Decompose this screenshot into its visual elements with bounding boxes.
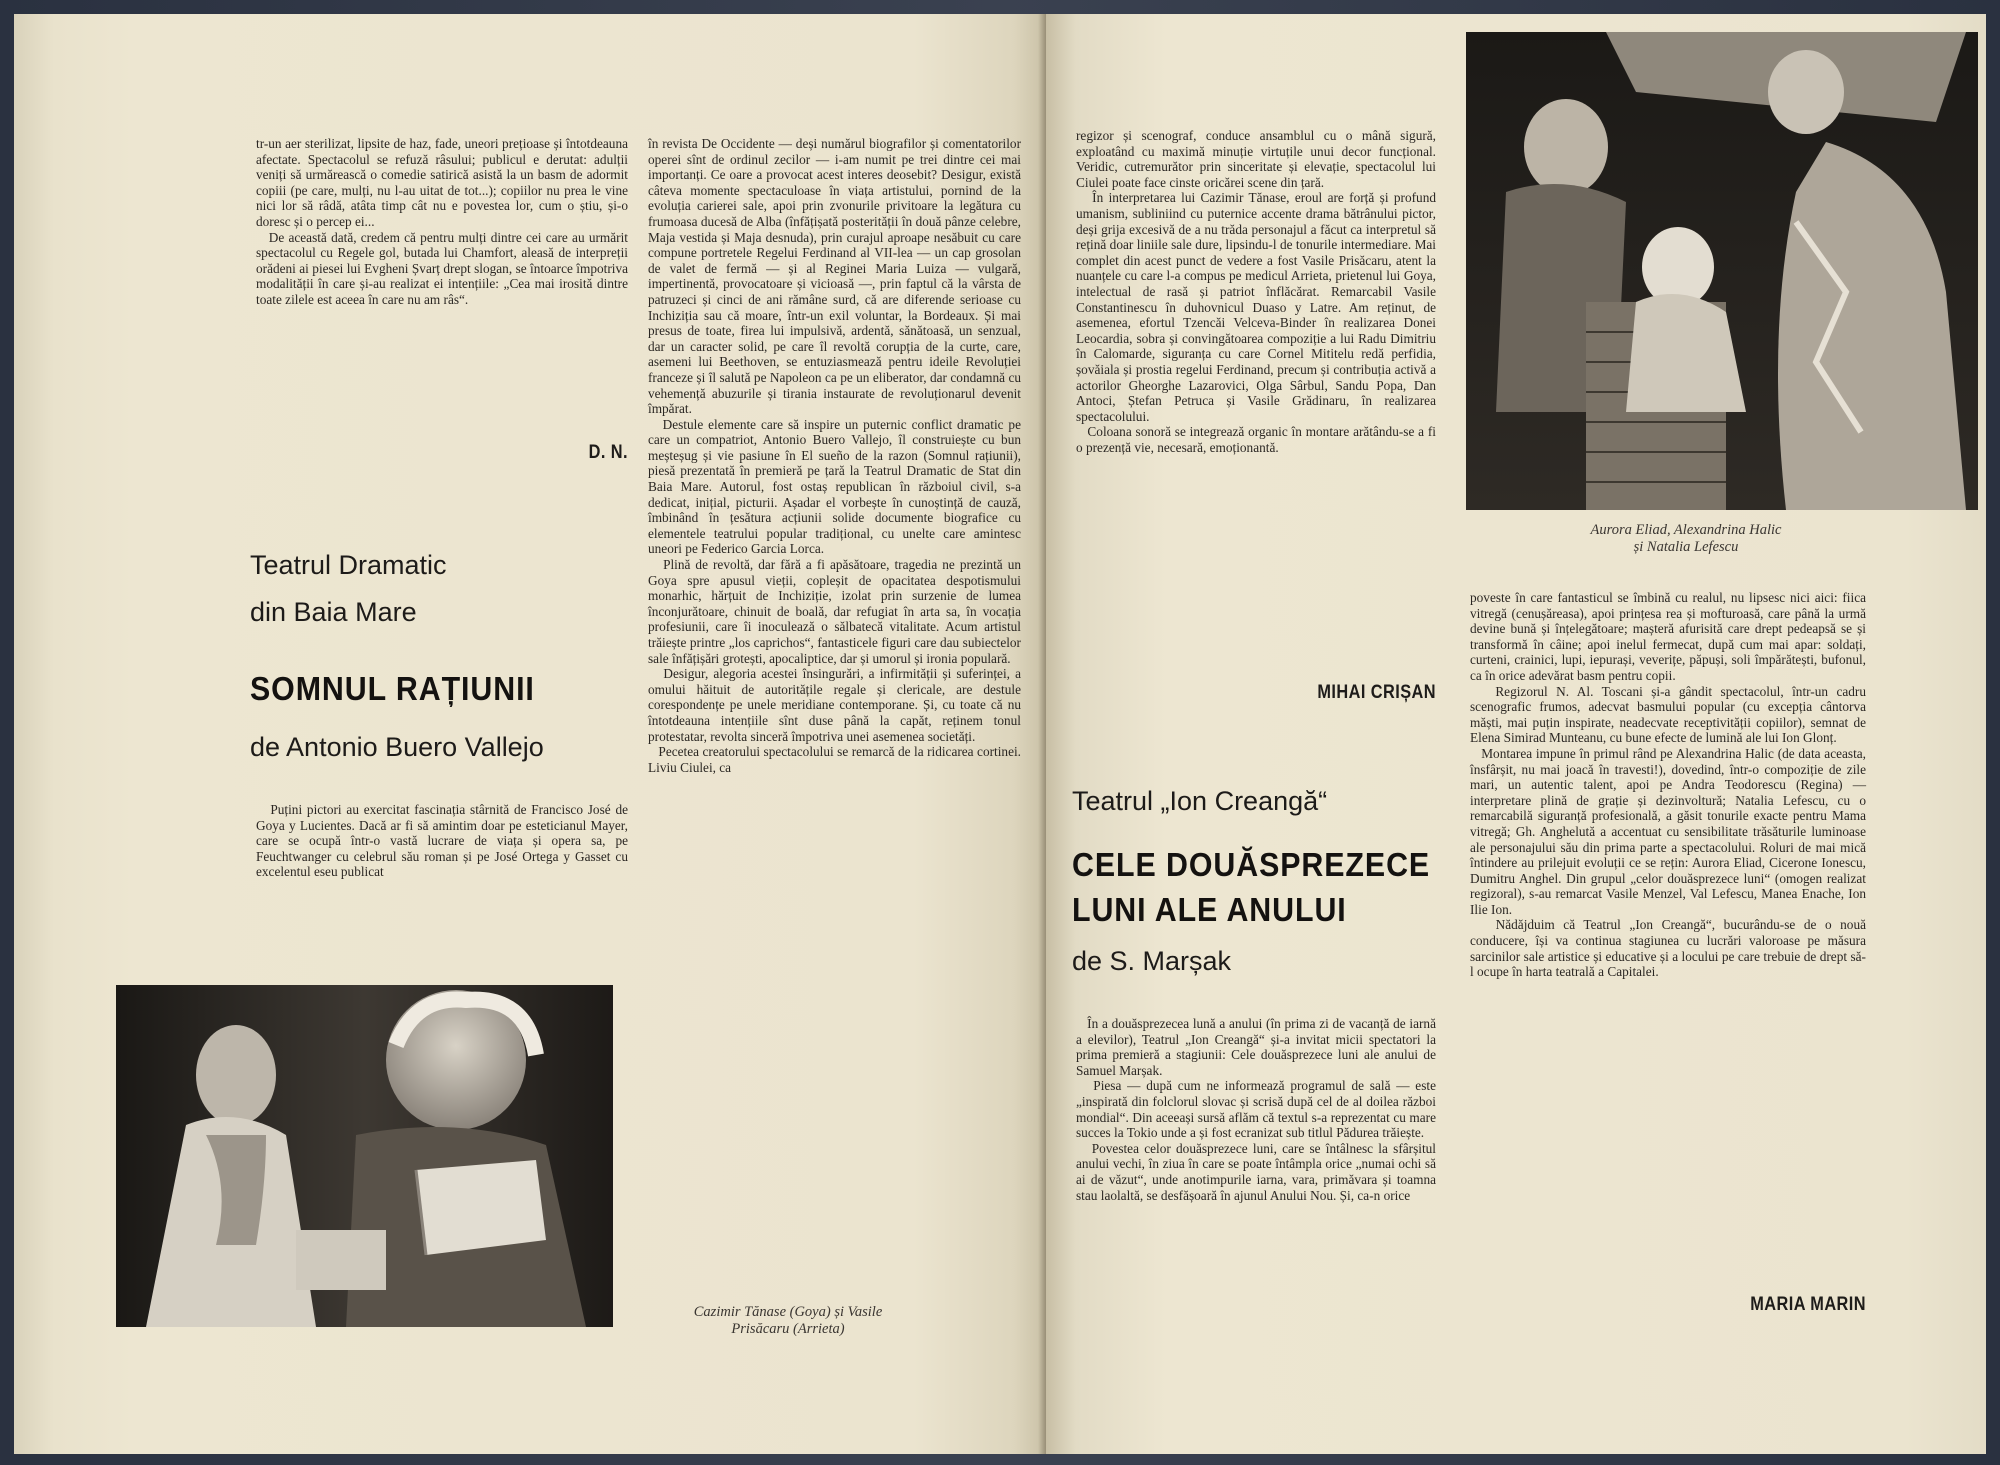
author-s-marsak: de S. Marșak xyxy=(1072,946,1232,976)
photo-twelve-months-scene xyxy=(1466,32,1978,510)
play-title-somnul-ratiunii: SOMNUL RAȚIUNII xyxy=(250,670,535,707)
photo-twelve-months-image xyxy=(1466,32,1978,510)
left-col1-top-text: tr-un aer sterilizat, lipsite de haz, fade, uneori prețioase și întotdeauna afectate. Spectacolul se refuză râsului; publicul e derutat: adulții veniți să urmărească o comedie satirică asistă la un basm de adormit copiii (pe care, mulți, nu l-au uitat de tot...); copiilor nu prea le vine nici lor să râdă, atâta timp cât nu e povestea lor, cum o știu, și-o doresc și o percep ei... De această dată, credem că pentru mulți dintre cei care au urmărit spectacolul cu Regele gol, butada lui Chamfort, aleasă de interpreții orădeni ai piesei lui Evgheni Șvarț drept slogan, se întoarce împotriva modalității în care și-au realizat ei intențiile: „Cea mai irosită dintre toate zilele est aceea în care nu am râs“. xyxy=(256,136,628,307)
caption-goya-photo: Cazimir Tănase (Goya) și Vasile Prisăcaru (Arrieta) xyxy=(693,1304,883,1337)
right-col3-article-text: În a douăsprezecea lună a anului (în prima zi de vacanță de iarnă a elevilor), Teatrul „Ion Creangă“ și-a invitat micii spectatori la prima premieră a stagiunii: Cele douăsprezece luni ale anului de Samuel Marșak. Piesa — după cum ne informează programul de sală — este „inspirată din folclorul slovac și scrisă după cel de al doilea război mondial“. Din aceeași sursă aflăm că textul s-a reprezentat cu mare succes la Tokio unde a și fost ecranizat sub titlul Pădurea trăiește. Povestea celor douăsprezece luni, care se întâlnesc la sfârșitul anului vechi, în ziua în care se poate întâmpla orice „numai ochi să ai de văzut“, unde anotimpurile iarna, vara, primăvara și toamna stau laolaltă, se desfășoară în ajunul Anului Nou. Și, ca-n orice xyxy=(1076,1016,1436,1203)
right-page xyxy=(1046,14,1986,1454)
theatre-heading-baia-mare: Teatrul Dramatic din Baia Mare xyxy=(250,550,447,627)
left-col2-text: în revista De Occidente — deși numărul biografilor și comentatorilor operei sînt de ordinul zecilor — i-am numit pe trei dintre cei mai importanți. Ce oare a provocat acest interes deosebit? Desigur, există câteva momente spectaculoase în viața artistului, pornind de la evoluția carierei sale, apoi prin zvonurile privitoare la legătura cu frumoasa ducesă de Alba (înfățișată posterității în două pânze celebre, Maja vestida și Maja desnuda), prin curajul aproape nesăbuit cu care compune portretele Regelui Ferdinand al VII-lea — un cap grosolan de valet de fermă — și al Reginei Maria Luiza — vulgară, impertinentă, provocatoare și vicioasă —, prin faptul că la vârsta de patruzeci și cinci de ani rămâne surd, că are diferende serioase cu Inchiziția sau că moare, într-un exil voluntar, la Bordeaux. Și mai presus de toate, firea lui impulsivă, ardentă, sănătoasă, un senzual, dar un caracter solid, pe care îl revoltă corupția de la curte, care, asemeni lui Beethoven, se entuziasmează pentru ideile Revoluției franceze și îl salută pe Napoleon ca pe un eliberator, dar condamnă cu vehemență abuzurile și tirania instaurate de revoluționarul devenit împărat. Destule elemente care să inspire un puternic conflict dramatic pe care un compatriot, Antonio Buero Vallejo, îl construiește cu bun meșteșug și vie pasiune în El sueño de la razon (Somnul rațiunii), piesă prezentată în premieră pe țară la Teatrul Dramatic de Stat din Baia Mare. Autorul, fost ostaș republican în războiul civil, s-a dedicat, inițial, picturii. Așadar el vorbește în cunoștință de cauză, îmbinând în țesătura acțiunii solide documente biografice cu elementele teatrului popular tradițional, cu unelte care amintesc uneori pe Federico Garcia Lorca. Plină de revoltă, dar fără a fi apăsătoare, tragedia ne prezintă un Goya spre apusul vieții, copleșit de opacitatea despotismului monarhic, hărțuit de Inchiziție, izolat prin surzenie de lumea înconjurătoare, chinuit de boală, dar refugiat în arta sa, în vocația profesiunii, care îi inoculează o sălbatecă vitalitate. Acum artistul trăiește printre „los caprichos“, fantasticele figuri care dau subiectelor sale înfățișări grotești, apocaliptice, dar și umorul și ironia populară. Desigur, alegoria acestei însingurări, a infirmității și suferinței, a omului hăituit de autoritățile regale și clericale, are destule corespondențe pe unele meridiane contemporane. Și, cu toate că nu întotdeauna intențiile sînt duse până la capăt, reținem tonul protestatar, revolta sinceră împotriva unei asemenea societăți. Pecetea creatorului spectacolului se remarcă de la ridicarea cortinei. Liviu Ciulei, ca xyxy=(648,136,1021,775)
photo-goya-scene xyxy=(116,985,613,1327)
right-col4-text: poveste în care fantasticul se îmbină cu realul, nu lipsesc nici aici: fiica vitregă (cenușăreasa), apoi prințesa rea și mofturoasă, care până la urmă devine bună și înțelegătoare; mașteră afurisită care drept pedeapsă se și transformă în câine; apoi inelul fermecat, după cum mai apar: soldați, curteni, crainici, lupi, iepurași, veverițe, păpuși, soli împărătești, bufonul, ca în orice adevărat basm pentru copii. Regizorul N. Al. Toscani și-a gândit spectacolul, într-un cadru scenografic frumos, adecvat basmului popular (cu excepția cântorva măști, mai puțin inspirate, neadecvate receptivității copiilor), semnat de Elena Simirad Munteanu, cu bune efecte de lumină ale lui Ion Glonț. Montarea impune în primul rând pe Alexandrina Halic (de data aceasta, însfârșit, nu mai joacă în travesti!), dovedind, într-o compoziție de zile mari, un autentic talent, apoi pe Andra Teodorescu (Regina) — interpretare plină de grație și dezinvoltură; Natalia Lefescu, cu o remarcabilă siguranță profesională, a găsit tonurile exacte pentru Mama vitregă; Gh. Anghelută a accentuat cu sensibilitate trăsăturile luminoase ale personajului său din prima parte a spectacolului. Roluri de mai mică întindere au prilejuit evoluții ce se rețin: Aurora Eliad, Cicerone Ionescu, Dumitru Anghel. Din grupul „celor douăsprezece luni“ (omogen realizat regizoral), s-au remarcat Vasile Menzel, Val Lefescu, Manea Enache, Ion Ilie Ion. Nădăjduim că Teatrul „Ion Creangă“, bucurându-se de o nouă conducere, își va continua stagiunea cu lucrări valoroase pe măsura sarcinilor sale artistice și educative și a locului pe care trebuie de drept să-l ocupe în harta teatrală a Capitalei. xyxy=(1470,590,1866,980)
right-col3-top-text: regizor și scenograf, conduce ansamblul cu o mână sigură, exploatând cu maximă minuție virtuțile unui decor funcțional. Veridic, cutremurător prin sinceritate și elevație, spectacolul lui Ciulei poate face cinste oricărei scene din țară. În interpretarea lui Cazimir Tănase, eroul are forță și profund umanism, subliniind cu puternice accente drama bătrânului pictor, deși grija excesivă de a nu trăda personajul a făcut ca interpretul să rețină doar liniile sale dure, lipsindu-l de tonurile intermediare. Mai complet din acest punct de vedere a fost Vasile Prisăcaru, atent la nuanțele cu care l-a compus pe medicul Arrieta, prietenul lui Goya, intelectual de rasă și patriot înflăcărat. Remarcabil Vasile Constantinescu în duhovnicul Duaso y Latre. Am reținut, de asemenea, efortul Tzencăi Velceva-Binder în realizarea Donei Leocardia, sobra și convingătoarea compoziție a lui Radu Dimitriu în Calomarde, siguranța cu care Cornel Mititelu redă perfidia, șovăiala și prostia regelui Ferdinand, precum și contribuția activă a actorilor Gheorghe Lazarovici, Olga Sârbul, Sandu Popa, Dan Antoci, Ștefan Petruca și Vasile Grădinaru, în realizarea spectacolului. Coloana sonoră se integrează organic în montare arătându-se a fi o prezență vie, necesară, emoționantă. xyxy=(1076,128,1436,455)
theatre-heading-ion-creanga: Teatrul „Ion Creangă“ xyxy=(1072,786,1328,816)
caption-twelve-months-photo: Aurora Eliad, Alexandrina Halic și Natalia Lefescu xyxy=(1590,522,1782,555)
play-title-cele-douasprezece-luni: CELE DOUĂSPREZECE LUNI ALE ANULUI xyxy=(1072,846,1431,928)
left-page xyxy=(14,14,1046,1454)
signature-maria-marin: MARIA MARIN xyxy=(1750,1294,1866,1315)
signature-mihai-crisan: MIHAI CRIȘAN xyxy=(1317,682,1436,703)
author-buero-vallejo: de Antonio Buero Vallejo xyxy=(250,732,544,762)
left-col1-article-text: Puțini pictori au exercitat fascinația stârnită de Francisco José de Goya y Lucientes. Dacă ar fi să amintim doar pe esteticianul Mayer, care se ocupă într-o vastă lucrare de viața și opera sa, pe Feuchtwanger cu celebrul său roman și pe José Ortega y Gasset cu excelentul eseu publicat xyxy=(256,802,632,880)
signature-dn: D. N. xyxy=(588,442,628,463)
photo-goya-scene-image xyxy=(116,985,613,1327)
